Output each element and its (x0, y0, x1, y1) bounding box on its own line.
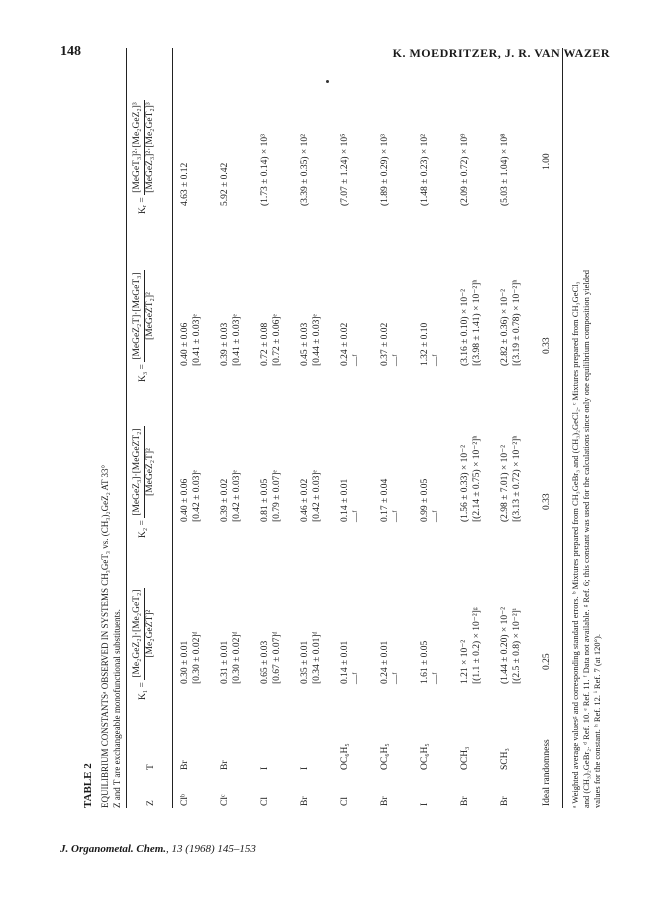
k2-literature: [0.42 ± 0.03]ᵉ (191, 470, 202, 522)
cell-k1 (380, 641, 404, 684)
k2-literature: —ᶠ (431, 510, 442, 522)
table-row (500, 40, 540, 810)
k3-value: 0.39 ± 0.03 (220, 322, 230, 366)
table-row (340, 40, 380, 810)
cell-kr: (7.07 ± 1.24) × 10⁵ (340, 133, 350, 206)
cell-k2 (340, 479, 364, 522)
k1-value: 0.30 ± 0.01 (180, 640, 190, 684)
k3-value: (2.82 ± 0.36) × 10⁻² (500, 288, 510, 366)
k2-value: 0.81 ± 0.05 (260, 478, 270, 522)
k1-literature: —ᶠ (351, 672, 362, 684)
table-row (260, 40, 300, 810)
table-row (420, 40, 460, 810)
cell-z: Br (500, 796, 510, 806)
k2-literature: [0.42 ± 0.03]ᵉ (231, 470, 242, 522)
ideal-k3: 0.33 (542, 337, 552, 354)
cell-kr: (1.73 ± 0.14) × 10³ (260, 134, 270, 206)
k2-numerator: [MeGeZ₃]·[MeGeZT₂] (132, 426, 145, 517)
col-header-z: Z (146, 800, 156, 806)
cell-k3 (420, 323, 444, 366)
k3-value: 0.40 ± 0.06 (180, 322, 190, 366)
cell-t: Br (180, 760, 190, 770)
cell-kr: (5.03 ± 1.04) × 10⁸ (500, 133, 510, 206)
bottom-rule (562, 48, 563, 808)
k2-literature: [0.42 ± 0.03]ᵉ (311, 470, 322, 522)
cell-k1 (500, 607, 524, 684)
k3-literature: [(3.19 ± 0.78) × 10⁻²]ʰ (511, 279, 522, 366)
cell-k3 (500, 280, 524, 366)
k1-literature: [(2.5 ± 0.8) × 10⁻²]ⁱ (511, 608, 522, 684)
cell-t: I (260, 766, 270, 770)
journal-citation: , 13 (1968) 145–153 (166, 843, 256, 855)
k3-numerator: [MeGeZ₂T]·[MeGeT₃] (132, 270, 145, 361)
k1-numerator: [Me₂GeZ₂]·[Me₂GeT₂] (132, 588, 145, 680)
ideal-label: Ideal randomness (542, 739, 552, 806)
cell-k1 (300, 632, 324, 685)
k3-literature: [0.72 ± 0.06]ᵉ (271, 314, 282, 366)
col-header-k1 (132, 588, 157, 700)
cell-k2 (500, 436, 524, 522)
ideal-kr: 1.00 (542, 153, 552, 170)
k3-value: 1.32 ± 0.10 (420, 322, 430, 366)
col-header-kr (132, 100, 157, 214)
col-header-k3 (132, 270, 157, 382)
k2-value: 0.40 ± 0.06 (180, 478, 190, 522)
cell-t: OC₆H₅ (420, 743, 430, 770)
footnote-line: values for the constant. ʰ Ref. 12. ⁱ Ref. 7 (at 120°). (592, 633, 603, 808)
k2-literature: [0.79 ± 0.07]ᵉ (271, 470, 282, 522)
k3-denominator: [MeGeZT₂]² (144, 292, 155, 340)
k2-value: 0.39 ± 0.02 (220, 478, 230, 522)
cell-kr: (1.89 ± 0.29) × 10³ (380, 134, 390, 206)
cell-k2 (420, 479, 444, 522)
cell-kr: (2.09 ± 0.72) × 10⁹ (460, 133, 470, 206)
cell-k2 (260, 470, 284, 522)
cell-k2 (180, 470, 204, 522)
k1-value: 1.61 ± 0.05 (420, 640, 430, 684)
page-number: 148 (60, 44, 81, 59)
cell-t: OC₆H₅ (340, 743, 350, 770)
k3-literature: —ᶠ (351, 354, 362, 366)
cell-k2 (220, 470, 244, 522)
k2-value: (2.98 ± 7.01) × 10⁻² (500, 444, 510, 522)
col-header-t: T (146, 764, 156, 770)
k2-literature: —ᶠ (391, 510, 402, 522)
cell-kr: 5.92 ± 0.42 (220, 162, 230, 206)
cell-z: Br (300, 796, 310, 806)
k1-literature: [0.30 ± 0.02]ᵈ (231, 631, 242, 684)
k2-value: 0.46 ± 0.02 (300, 478, 310, 522)
k3-value: 0.72 ± 0.08 (260, 322, 270, 366)
cell-k1 (420, 641, 444, 684)
cell-t: OCH₃ (460, 746, 470, 770)
k1-value: 0.14 ± 0.01 (340, 640, 350, 684)
k1-denominator: [Me₂GeZT]² (144, 609, 155, 658)
ideal-randomness-row (542, 40, 562, 810)
header-rule (172, 48, 173, 808)
table-row (460, 40, 500, 810)
kr-lhs: Kᵣ = (138, 197, 149, 214)
k3-lhs: K₃ = (138, 364, 149, 382)
cell-z: Clᶜ (220, 794, 230, 806)
k3-value: 0.37 ± 0.02 (380, 322, 390, 366)
rotated-table (80, 40, 628, 810)
cell-k1 (180, 632, 204, 685)
k1-value: 0.31 ± 0.01 (220, 640, 230, 684)
cell-k1 (260, 632, 284, 685)
col-header-k2 (132, 426, 157, 538)
table-row (300, 40, 340, 810)
table-label: TABLE 2 (82, 763, 94, 808)
k3-literature: —ᶠ (391, 354, 402, 366)
k3-literature: [0.41 ± 0.03]ᵉ (231, 314, 242, 366)
k3-value: (3.16 ± 0.10) × 10⁻² (460, 288, 470, 366)
cell-k3 (260, 314, 284, 366)
kr-denominator: [MeGeZ₃]²·[Me₂GeT₂]³ (144, 102, 155, 193)
ideal-k1: 0.25 (542, 653, 552, 670)
table-row (380, 40, 420, 810)
k1-literature: —ᶠ (431, 672, 442, 684)
cell-k3 (380, 323, 404, 366)
table-caption-subline: Z and T are exchangeable monofunctional substituents. (112, 609, 122, 808)
k2-denominator: [MeGeZ₂T]² (144, 448, 155, 496)
footnote-line: and (CH₃)₂GeBr₂. ᵈ Ref. 10. ᵉ Ref. 11. ᶠ Data not available. ᵍ Ref. 6; this constant was used for the calculations since only one equilibrium composition yielded (581, 270, 592, 808)
k1-value: 0.35 ± 0.01 (300, 640, 310, 684)
k3-literature: [(3.98 ± 1.41) × 10⁻²]ʰ (471, 279, 482, 366)
table-footnotes (570, 48, 603, 808)
k1-literature: [0.30 ± 0.02]ᵈ (191, 631, 202, 684)
k2-value: 0.17 ± 0.04 (380, 478, 390, 522)
cell-t: I (300, 766, 310, 770)
k3-value: 0.24 ± 0.02 (340, 322, 350, 366)
top-rule (126, 48, 127, 808)
k2-lhs: K₂ = (138, 520, 149, 538)
cell-k2 (460, 436, 484, 522)
cell-k1 (220, 632, 244, 685)
footnote-line: ᵃ Weighted average valuesᵍ and corresponding standard errors. ᵇ Mixtures prepared from CH₃GeBr₃ and (CH₃)₂GeCl₂. ᶜ Mixtures prepared from CH₃GeCl₃ (570, 281, 580, 808)
k2-literature: [(3.13 ± 0.72) × 10⁻²]ʰ (511, 435, 522, 522)
cell-z: I (420, 802, 430, 806)
running-head: K. MOEDRITZER, J. R. VAN WAZER (392, 46, 610, 60)
cell-z: Cl (260, 797, 270, 806)
k2-literature: —ᶠ (351, 510, 362, 522)
cell-kr: (1.48 ± 0.23) × 10² (420, 134, 430, 206)
k1-literature: —ᶠ (391, 672, 402, 684)
table-row (180, 40, 220, 810)
cell-t: SCH₃ (500, 748, 510, 770)
cell-k2 (300, 470, 324, 522)
k1-literature: [0.67 ± 0.07]ᵈ (271, 631, 282, 684)
ideal-k2: 0.33 (542, 493, 552, 510)
cell-k3 (180, 314, 204, 366)
k1-value: (1.44 ± 0.20) × 10⁻² (500, 606, 510, 684)
cell-kr: 4.63 ± 0.12 (180, 162, 190, 206)
k2-value: 0.99 ± 0.05 (420, 478, 430, 522)
cell-kr: (3.39 ± 0.35) × 10² (300, 134, 310, 206)
cell-k1 (460, 607, 484, 684)
k3-literature: [0.44 ± 0.03]ᵉ (311, 314, 322, 366)
cell-k3 (220, 314, 244, 366)
k3-value: 0.45 ± 0.03 (300, 322, 310, 366)
k1-value: 0.65 ± 0.03 (260, 640, 270, 684)
cell-k1 (340, 641, 364, 684)
k3-literature: [0.41 ± 0.03]ᵉ (191, 314, 202, 366)
cell-z: Clᵇ (180, 794, 190, 806)
cell-k3 (340, 323, 364, 366)
table-caption: EQUILIBRIUM CONSTANTSᵃ OBSERVED IN SYSTEMS CH₃GeT₃ vs. (CH₃)₂GeZ₂ AT 33° (100, 464, 110, 808)
cell-z: Cl (340, 797, 350, 806)
kr-numerator: [MeGeT₃]²·[Me₂GeZ₂]³ (132, 100, 145, 195)
cell-t: Br (220, 760, 230, 770)
k1-value: 1.21 × 10⁻² (460, 639, 470, 684)
table-row (220, 40, 260, 810)
cell-z: Br (380, 796, 390, 806)
journal-name: J. Organometal. Chem. (60, 843, 167, 855)
k2-value: (1.56 ± 0.33) × 10⁻² (460, 444, 470, 522)
k1-literature: [(1.1 ± 0.2) × 10⁻²]ᵍ (471, 607, 482, 684)
cell-t: OC₆H₅ (380, 743, 390, 770)
k1-lhs: K₁ = (138, 682, 149, 700)
k1-literature: [0.34 ± 0.01]ᵈ (311, 631, 322, 684)
cell-k3 (300, 314, 324, 366)
cell-k3 (460, 280, 484, 366)
cell-z: Br (460, 796, 470, 806)
k2-literature: [(2.14 ± 0.75) × 10⁻²]ʰ (471, 435, 482, 522)
k3-literature: —ᶠ (431, 354, 442, 366)
cell-k2 (380, 479, 404, 522)
k2-value: 0.14 ± 0.01 (340, 478, 350, 522)
journal-footer (60, 843, 256, 855)
k1-value: 0.24 ± 0.01 (380, 640, 390, 684)
